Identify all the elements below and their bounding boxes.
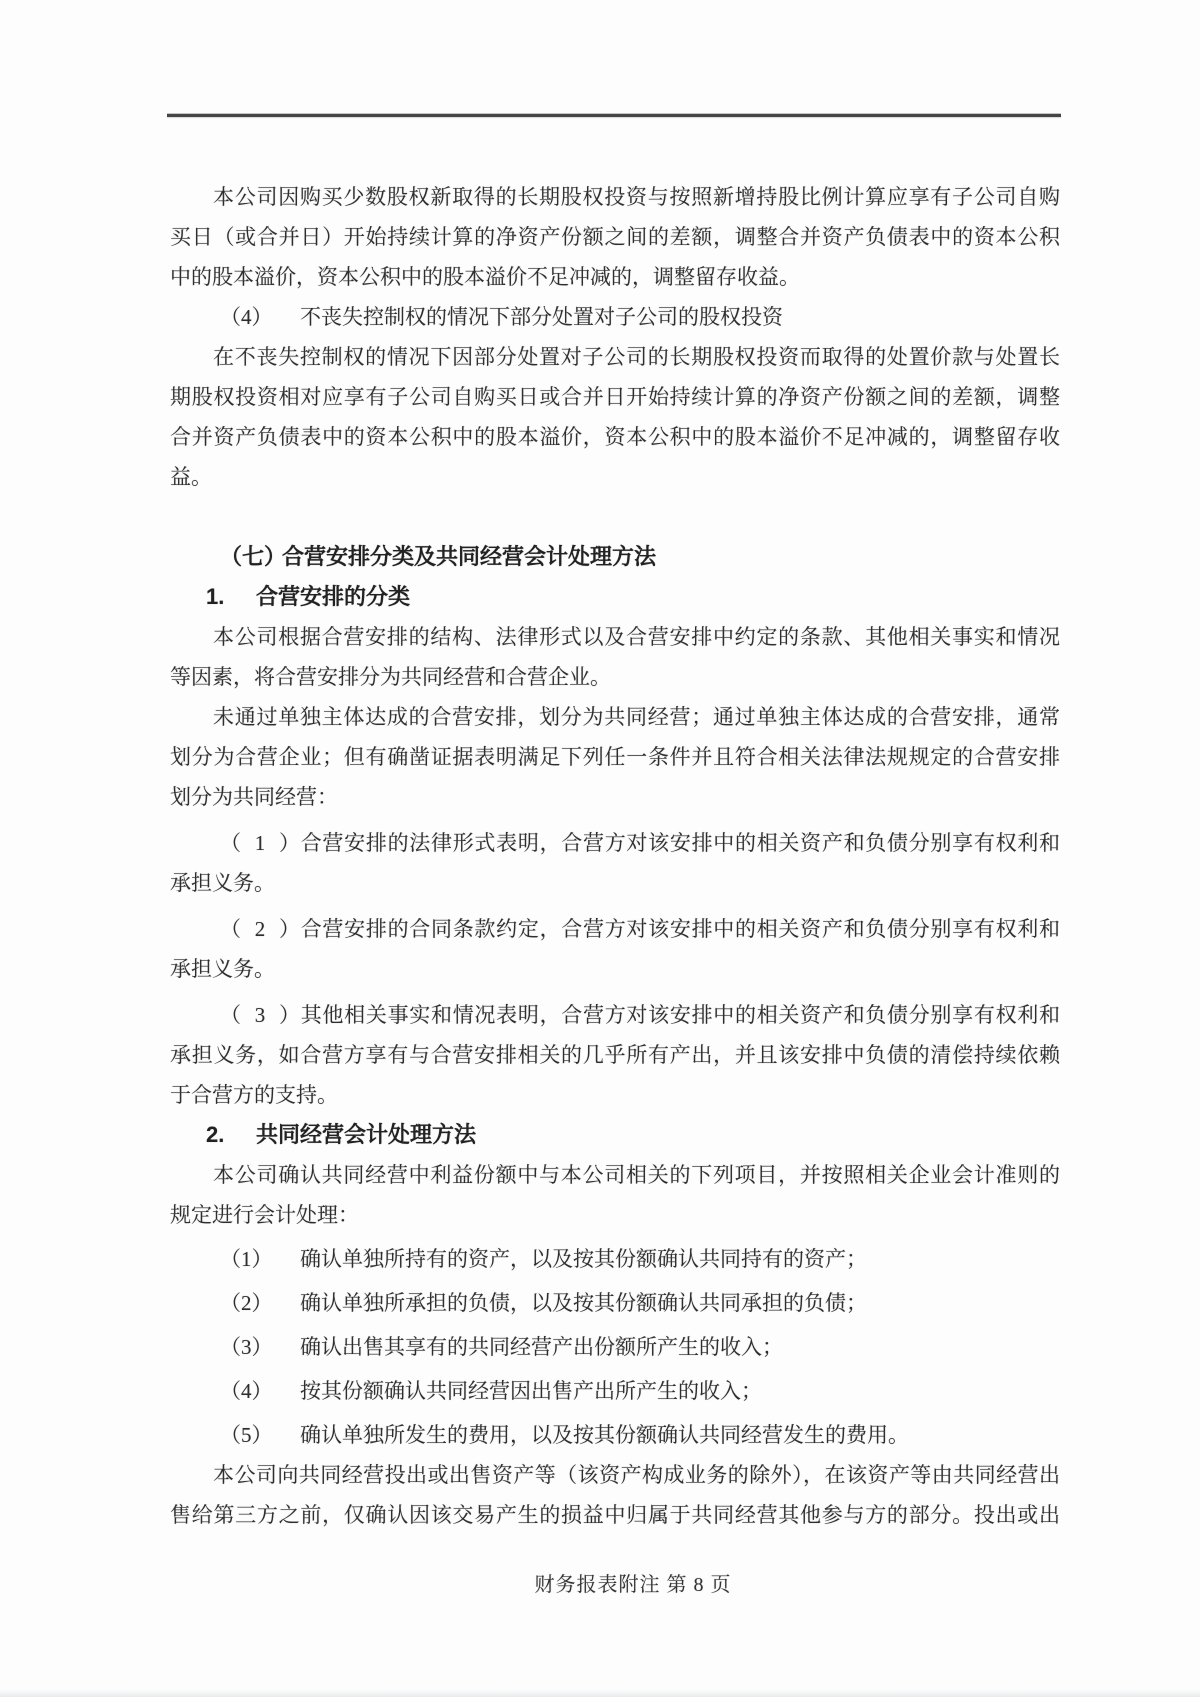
list-item-line xyxy=(170,1327,1060,1367)
list-item-text: 确认单独所发生的费用，以及按其份额确认共同经营发生的费用。 xyxy=(300,1423,909,1447)
list-item-text: 确认单独所持有的资产，以及按其份额确认共同持有的资产； xyxy=(300,1247,867,1271)
paragraph-line: 承担义务，如合营方享有与合营安排相关的几乎所有产出，并且该安排中负债的清偿持续依赖 xyxy=(170,1043,1060,1067)
paragraph-line: 在不丧失控制权的情况下因部分处置对子公司的长期股权投资而取得的处置价款与处置长 xyxy=(213,345,1060,369)
list-item-line xyxy=(170,1283,1060,1323)
subsection-title: 合营安排的分类 xyxy=(256,584,411,609)
list-item-line xyxy=(170,995,1060,1035)
paragraph-line: 本公司因购买少数股权新取得的长期股权投资与按照新增持股比例计算应享有子公司自购 xyxy=(213,185,1060,209)
list-item-text: 按其份额确认共同经营因出售产出所产生的收入； xyxy=(300,1379,762,1403)
list-item-text: 合营安排的法律形式表明，合营方对该安排中的相关资产和负债分别享有权利和 xyxy=(300,831,1060,855)
list-item-line xyxy=(170,909,1060,949)
page-bottom-edge xyxy=(0,1689,1200,1697)
paragraph-line: 合并资产负债表中的资本公积中的股本溢价，资本公积中的股本溢价不足冲减的，调整留存收 xyxy=(170,425,1060,449)
list-item-line xyxy=(170,1371,1060,1411)
list-item-line xyxy=(170,297,1060,337)
page-footer: 财务报表附注 第 8 页 xyxy=(534,1574,732,1596)
list-item-marker: （4） xyxy=(220,1379,273,1403)
section-number: （七） xyxy=(220,544,287,569)
list-item-line xyxy=(170,1239,1060,1279)
subsection-heading-1 xyxy=(170,577,1060,617)
paragraph-line: 益。 xyxy=(170,465,212,489)
paragraph-line: 买日（或合并日）开始持续计算的净资产份额之间的差额，调整合并资产负债表中的资本公积 xyxy=(170,225,1060,249)
subsection-number: 2. xyxy=(206,1122,225,1147)
list-item-marker: （3） xyxy=(220,1003,300,1027)
paragraph-line: 售给第三方之前，仅确认因该交易产生的损益中归属于共同经营其他参与方的部分。投出或出 xyxy=(170,1503,1060,1527)
paragraph-line: 划分为共同经营： xyxy=(170,785,338,809)
list-item-marker: （1） xyxy=(220,1247,273,1271)
list-item-marker: （4） xyxy=(220,305,273,329)
list-item-title: 不丧失控制权的情况下部分处置对子公司的股权投资 xyxy=(300,305,783,329)
list-item-text: 合营安排的合同条款约定，合营方对该安排中的相关资产和负债分别享有权利和 xyxy=(300,917,1060,941)
paragraph-line: 期股权投资相对应享有子公司自购买日或合并日开始持续计算的净资产份额之间的差额，调整 xyxy=(170,385,1060,409)
list-item-text: 确认出售其享有的共同经营产出份额所产生的收入； xyxy=(300,1335,783,1359)
paragraph-line: 划分为合营企业；但有确凿证据表明满足下列任一条件并且符合相关法律法规规定的合营安排 xyxy=(170,745,1060,769)
list-item-line xyxy=(170,1415,1060,1455)
paragraph-line: 承担义务。 xyxy=(170,871,275,895)
paragraph-line: 承担义务。 xyxy=(170,957,275,981)
section-heading-7 xyxy=(170,537,1060,577)
paragraph-line: 本公司确认共同经营中利益份额中与本公司相关的下列项目，并按照相关企业会计准则的 xyxy=(213,1163,1060,1187)
list-item-marker: （3） xyxy=(220,1335,273,1359)
list-item-text: 确认单独所承担的负债，以及按其份额确认共同承担的负债； xyxy=(300,1291,867,1315)
subsection-title: 共同经营会计处理方法 xyxy=(256,1122,477,1147)
document-body xyxy=(170,177,1060,1535)
header-rule xyxy=(167,114,1061,117)
list-item-marker: （2） xyxy=(220,1291,273,1315)
list-item-marker: （5） xyxy=(220,1423,273,1447)
list-item-marker: （2） xyxy=(220,917,300,941)
paragraph-line: 规定进行会计处理： xyxy=(170,1203,359,1227)
subsection-number: 1. xyxy=(206,584,225,609)
paragraph-line: 未通过单独主体达成的合营安排，划分为共同经营；通过单独主体达成的合营安排，通常 xyxy=(213,705,1060,729)
section-title: 合营安排分类及共同经营会计处理方法 xyxy=(282,544,657,569)
paragraph-line: 中的股本溢价，资本公积中的股本溢价不足冲减的，调整留存收益。 xyxy=(170,265,800,289)
list-item-marker: （1） xyxy=(220,831,300,855)
paragraph-line: 本公司根据合营安排的结构、法律形式以及合营安排中约定的条款、其他相关事实和情况 xyxy=(213,625,1060,649)
list-item-text: 其他相关事实和情况表明，合营方对该安排中的相关资产和负债分别享有权利和 xyxy=(300,1003,1060,1027)
paragraph-line: 等因素，将合营安排分为共同经营和合营企业。 xyxy=(170,665,611,689)
paragraph-line: 本公司向共同经营投出或出售资产等（该资产构成业务的除外），在该资产等由共同经营出 xyxy=(213,1463,1060,1487)
subsection-heading-2 xyxy=(170,1115,1060,1155)
paragraph-line: 于合营方的支持。 xyxy=(170,1083,338,1107)
list-item-line xyxy=(170,823,1060,863)
